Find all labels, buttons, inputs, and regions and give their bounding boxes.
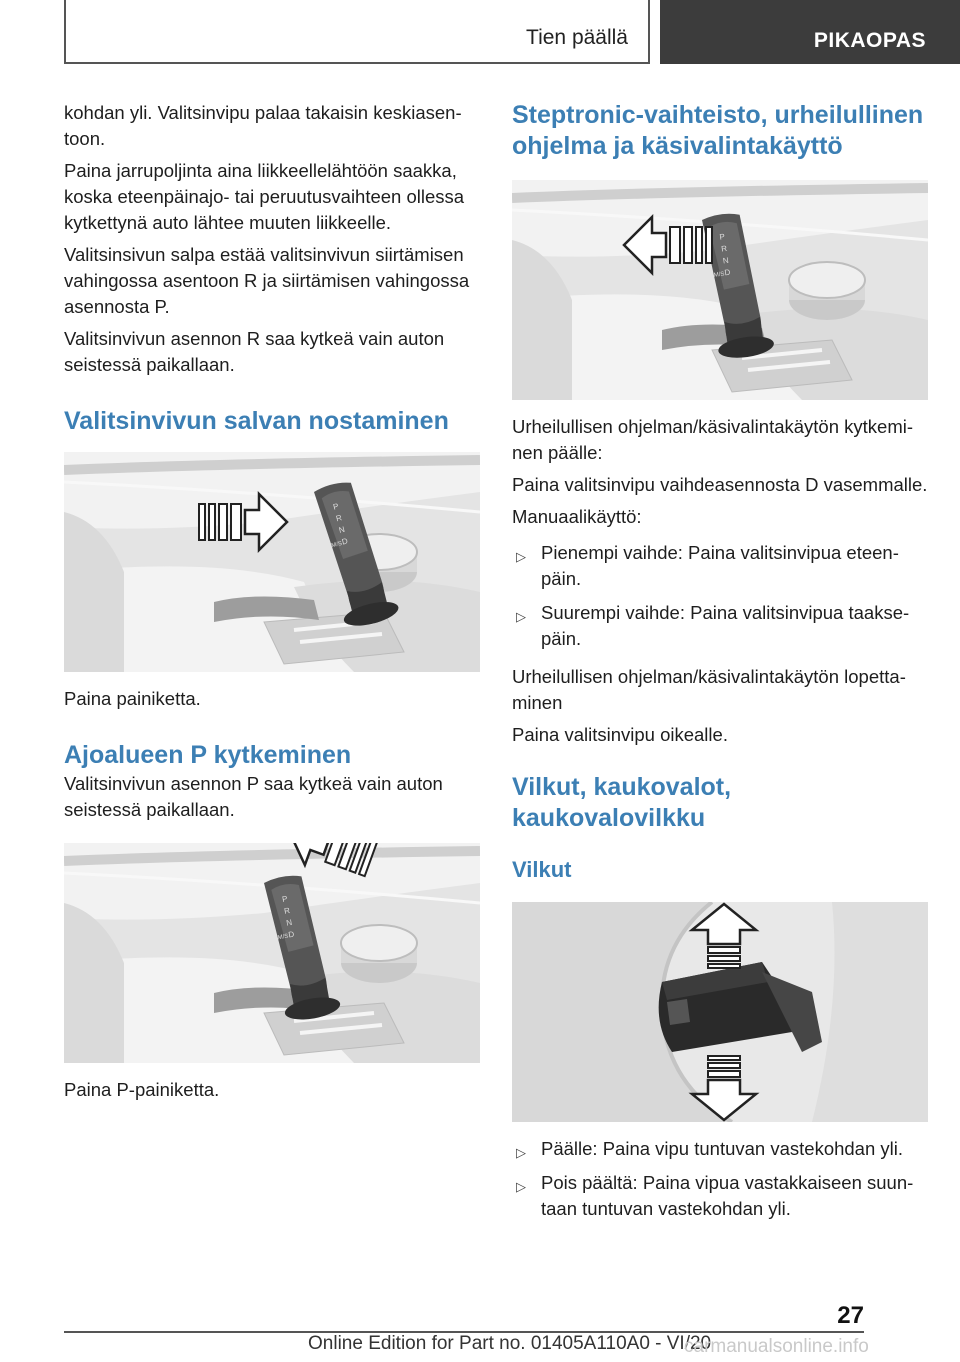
triangle-bullet-icon: ▷	[516, 549, 526, 564]
watermark: carmanualsonline.info	[684, 1336, 869, 1357]
figure-caption: Paina painiketta.	[64, 688, 201, 709]
gear-lever-button-figure	[64, 452, 480, 672]
bullet-list	[512, 1136, 928, 1222]
right-column	[512, 100, 928, 1230]
steptronic-figure	[512, 180, 928, 400]
list-item	[512, 1170, 928, 1222]
paragraph: Valitsinvivun asennon P saa kytkeä vain auton seistessä paikallaan.	[64, 773, 443, 820]
page-number: 27	[837, 1302, 864, 1329]
left-column	[64, 100, 480, 1103]
turn-signal-figure	[512, 902, 928, 1122]
header-tab[interactable]	[660, 0, 960, 64]
figure-caption: Paina P-painiketta.	[64, 1079, 220, 1100]
section-title: Tien päällä	[526, 26, 628, 49]
list-item	[512, 540, 928, 592]
bullet-list	[512, 540, 928, 652]
paragraph: Paina jarrupoljinta aina liikkeellelähtöön saakka, koska eteenpäinajo- tai peruutusvaihteen ollessa kytkettynä auto lähtee muuten liikkeelle.	[64, 160, 465, 233]
footer-edition: Online Edition for Part no. 01405A110A0 - VI/20	[308, 1333, 712, 1354]
header-frame	[64, 0, 650, 64]
section-heading: Vilkut, kaukovalot, kaukovalovilkku	[512, 773, 732, 832]
paragraph: Valitsinsivun salpa estää valitsinvivun siirtämisen vahingossa asentoon R ja siirtämisen vahingossa asennosta P.	[64, 244, 470, 317]
triangle-bullet-icon: ▷	[516, 1179, 526, 1194]
list-item-text: Päälle: Paina vipu tuntuvan vastekohdan yli.	[541, 1138, 904, 1159]
triangle-bullet-icon: ▷	[516, 1145, 526, 1160]
list-item-text: Pienempi vaihde: Paina valitsinvipua eteenpäin.	[541, 542, 899, 589]
list-item-text: Suurempi vaihde: Paina valitsinvipua taaksepäin.	[541, 602, 910, 649]
paragraph: kohdan yli. Valitsinvipu palaa takaisin keskiasentoon.	[64, 102, 462, 149]
paragraph: Paina valitsinvipu oikealle.	[512, 724, 728, 745]
subsection-heading: Vilkut	[512, 857, 572, 882]
list-item	[512, 600, 928, 652]
paragraph: Valitsinvivun asennon R saa kytkeä vain auton seistessä paikallaan.	[64, 328, 445, 375]
section-heading: Steptronic-vaihteisto, urheilullinen ohjelma ja käsivalintakäyttö	[512, 101, 924, 160]
section-heading: Valitsinvivun salvan nostaminen	[64, 407, 449, 435]
section-heading: Ajoalueen P kytkeminen	[64, 741, 352, 769]
list-item	[512, 1136, 928, 1162]
park-button-figure	[64, 843, 480, 1063]
paragraph: Paina valitsinvipu vaihdeasennosta D vasemmalle.	[512, 474, 928, 495]
paragraph: Urheilullisen ohjelman/käsivalintakäytön lopettaminen	[512, 666, 906, 713]
header-tab-label: PIKAOPAS	[813, 29, 926, 52]
paragraph: Manuaalikäyttö:	[512, 506, 642, 527]
paragraph: Urheilullisen ohjelman/käsivalintakäytön kytkeminen päälle:	[512, 416, 914, 463]
triangle-bullet-icon: ▷	[516, 609, 526, 624]
list-item-text: Pois päältä: Paina vipua vastakkaiseen suuntaan tuntuvan vastekohdan yli.	[541, 1172, 914, 1219]
